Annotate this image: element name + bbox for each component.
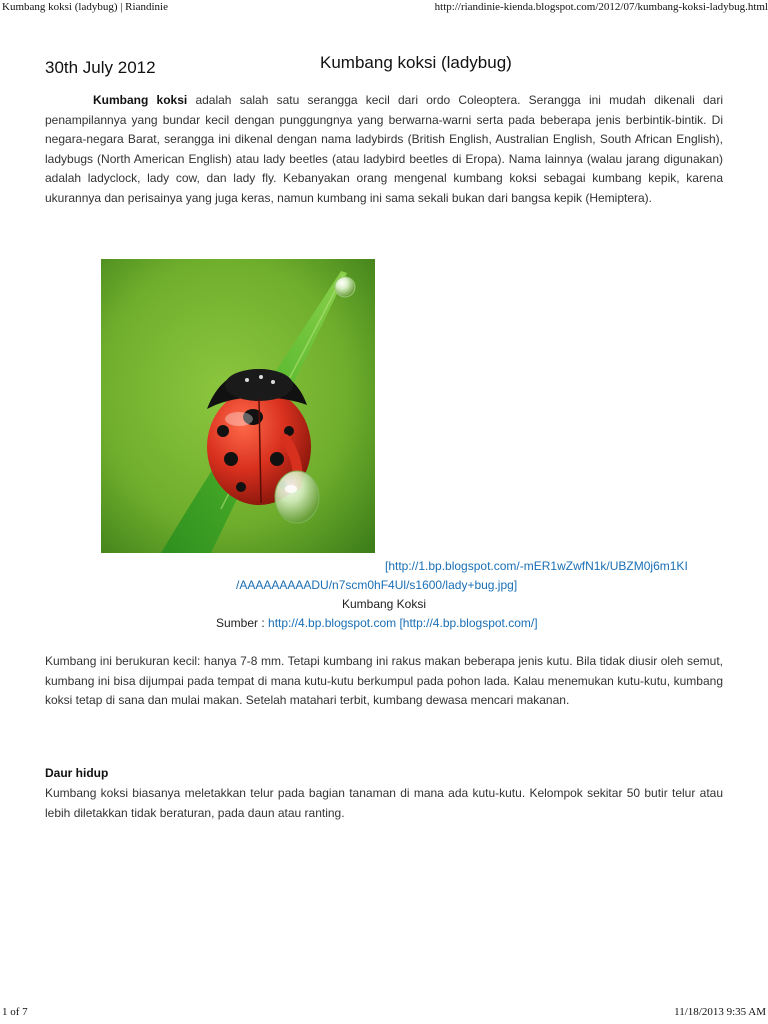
intro-text: adalah salah satu serangga kecil dari ordo Coleoptera. Serangga ini mudah dikenali dari penampilannya yang bundar kecil dengan punggungnya yang berwarna-warni serta pada beberapa jenis berbintik-bintik. Di negara-negara Barat, serangga ini dikenal dengan nama ladybirds (British English, Australian English, South African English), ladybugs (North American English) atau lady beetles (atau ladybird beetles di Eropa). Nama lainnya (walau jarang digunakan) adalah ladyclock, lady cow, dan lady fly. Kebanyakan orang mengenal kumbang koksi sebagai kumbang kepik, karena ukurannya dan perisainya yang juga keras, namun kumbang ini sama sekali bukan dari bangsa kepik (Hemiptera). [45,93,723,205]
image-caption: Kumbang Koksi [341,597,427,611]
ladybug-image [101,259,375,553]
source-link[interactable]: http://4.bp.blogspot.com [268,616,397,630]
ladybug-photo[interactable] [101,259,375,553]
print-header-title: Kumbang koksi (ladybug) | Riandinie [2,1,168,13]
print-timestamp: 11/18/2013 9:35 AM [674,1006,766,1018]
image-link-line2[interactable]: /AAAAAAAAADU/n7scm0hF4Ul/s1600/lady+bug.jpg] [236,578,518,592]
print-footer [0,1006,768,1022]
lifecycle-paragraph: Kumbang koksi biasanya meletakkan telur pada bagian tanaman di mana ada kutu-kutu. Kelompok sekitar 50 butir telur atau lebih diletakkan tidak beraturan, pada daun atau ranting. [45,786,723,820]
post-title: Kumbang koksi (ladybug) [320,53,512,72]
print-header-url: http://riandinie-kienda.blogspot.com/2012/07/kumbang-koksi-ladybug.html [434,1,768,13]
source-label: Sumber : [216,616,269,630]
page-counter: 1 of 7 [2,1006,28,1018]
section-heading-lifecycle: Daur hidup [45,766,109,780]
intro-paragraph [45,91,723,208]
image-source [216,616,538,630]
intro-bold-term: Kumbang koksi [93,93,188,107]
image-link-line1[interactable]: [http://1.bp.blogspot.com/-mER1wZwfN1k/UBZM0j6m1KI [385,559,688,573]
source-link-bracket[interactable]: [http://4.bp.blogspot.com/] [396,616,538,630]
size-paragraph: Kumbang ini berukuran kecil: hanya 7-8 mm. Tetapi kumbang ini rakus makan beberapa jenis kutu. Bila tidak diusir oleh semut, kumbang ini bisa dijumpai pada tempat di mana kutu-kutu berkumpul pada pohon lada. Kalau menemukan kutu-kutu, kumbang koksi tetap di sana dan mulai makan. Setelah matahari terbit, kumbang dewasa mencari makanan. [45,654,723,707]
post-date: 30th July 2012 [45,58,156,77]
print-header [0,0,768,16]
